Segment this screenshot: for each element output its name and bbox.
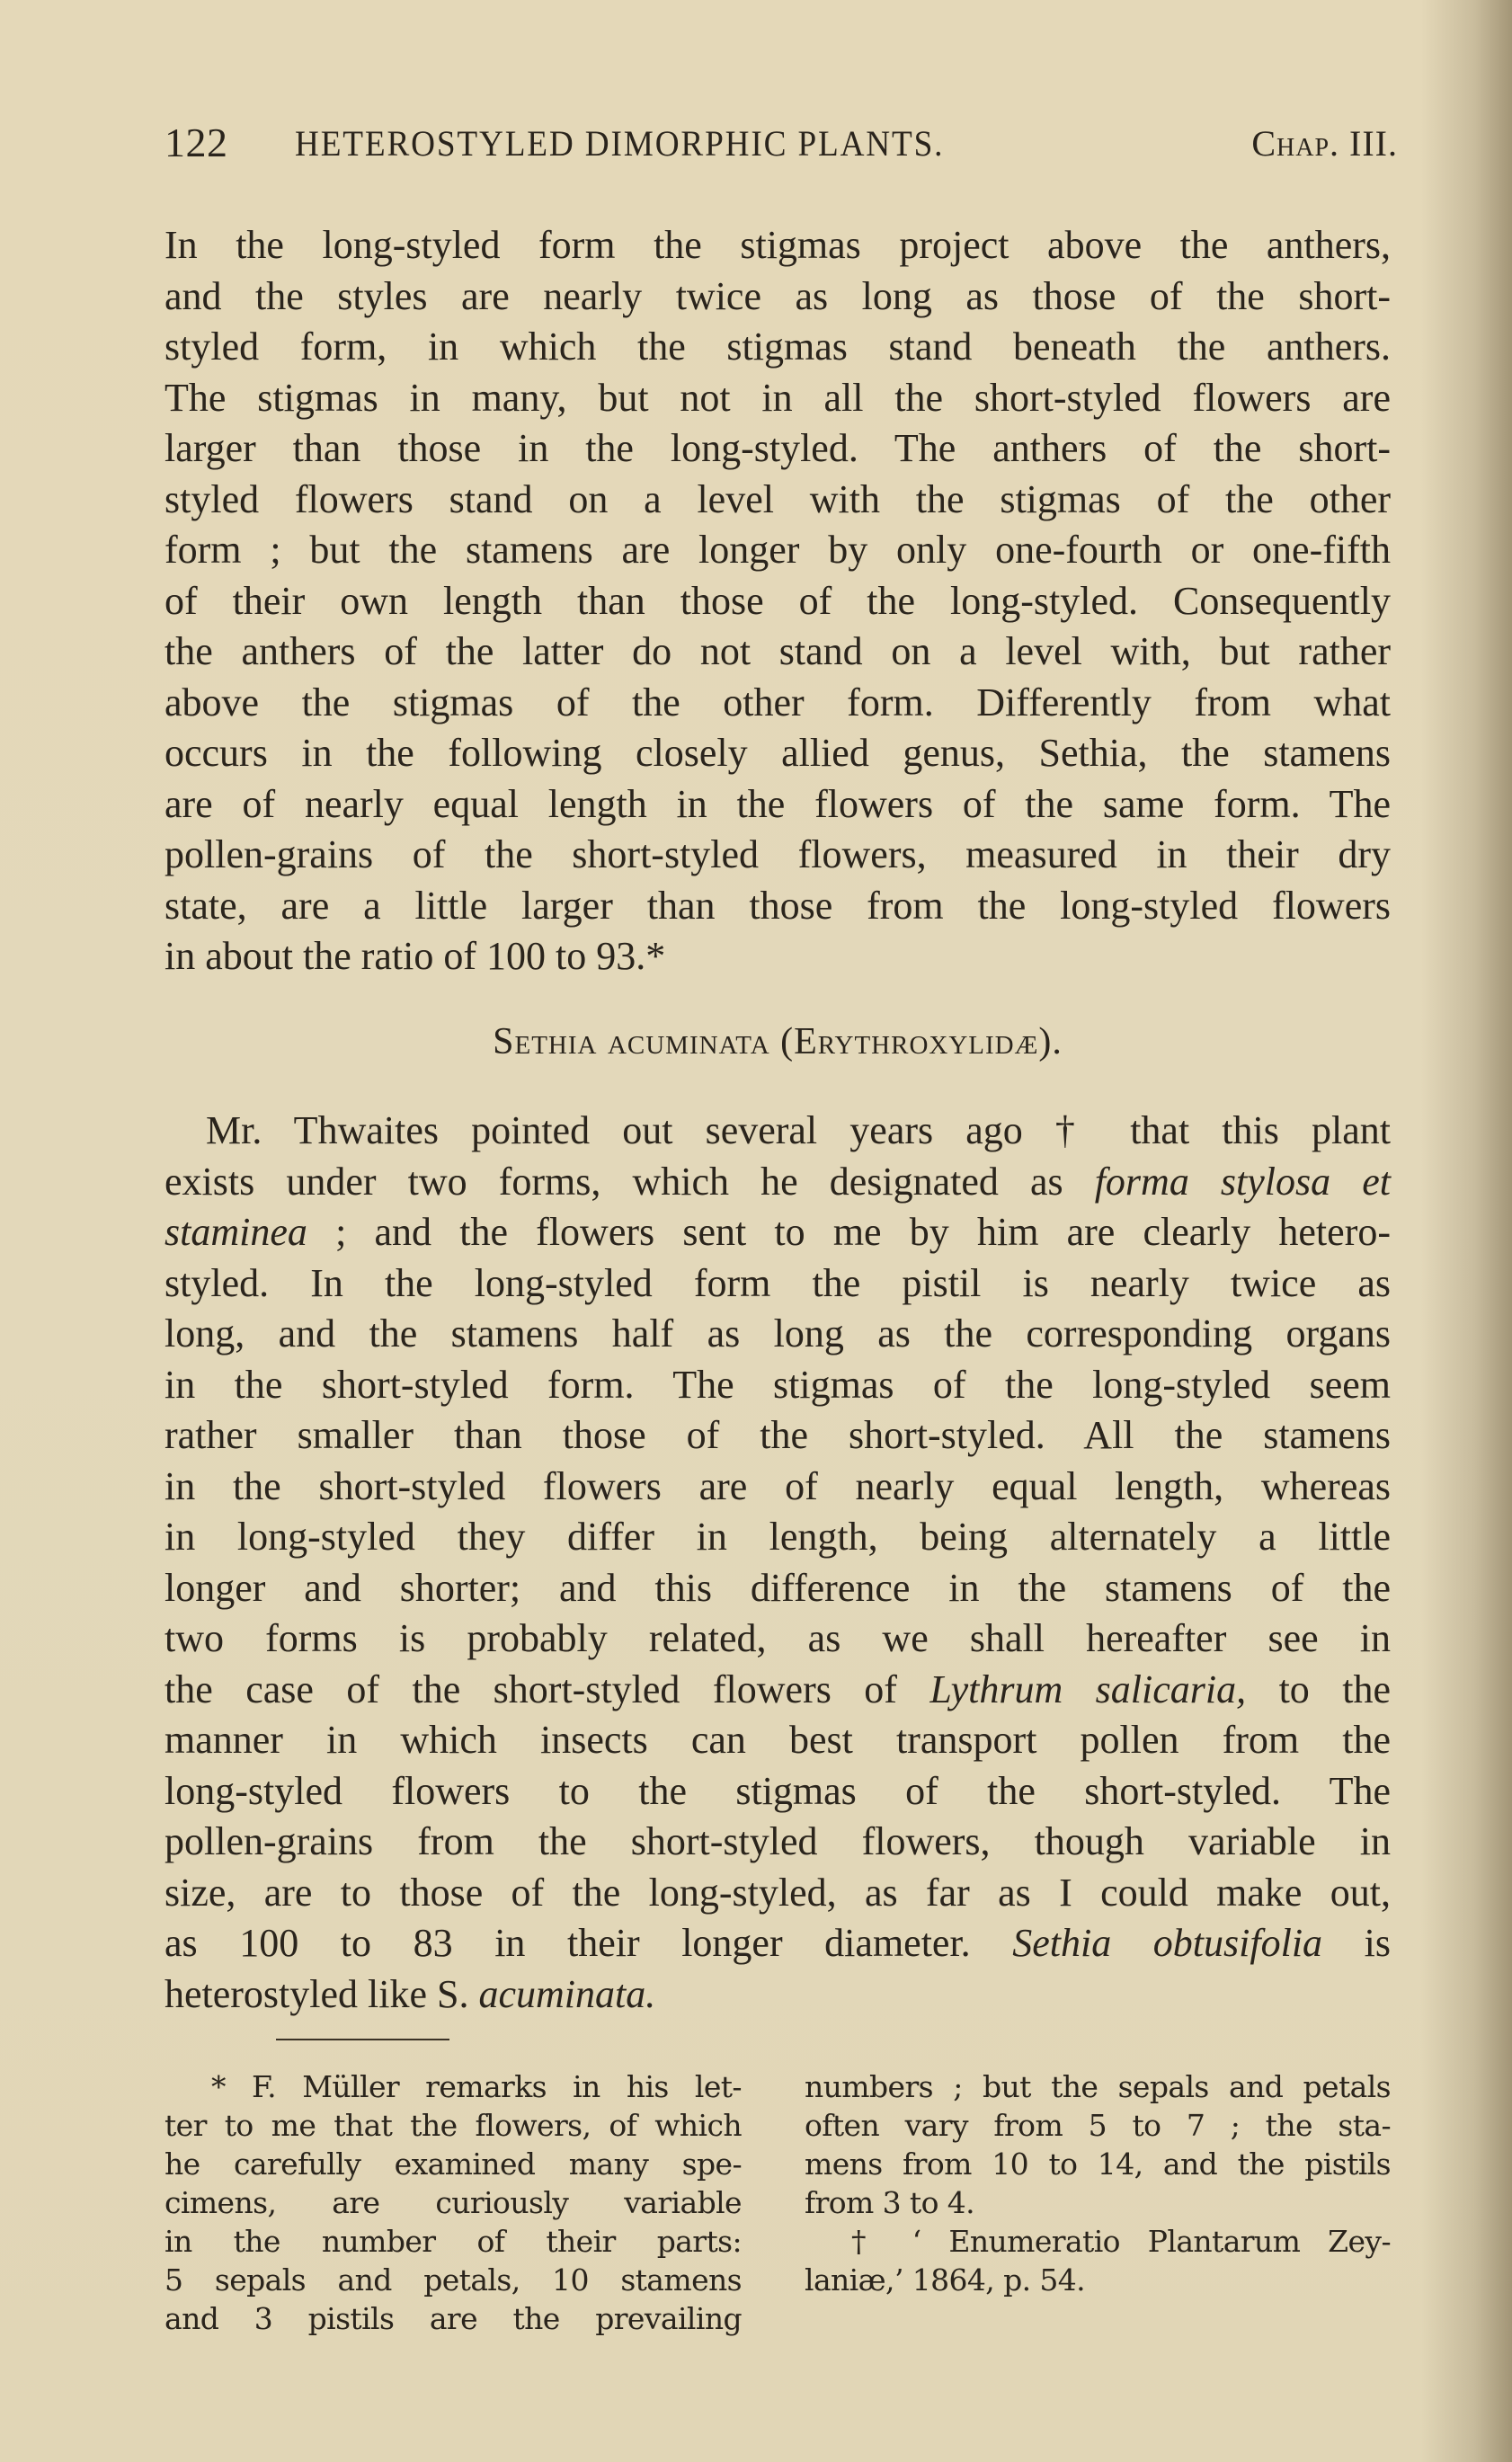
- section-heading: Sethia acuminata (Erythroxylidæ).: [493, 1021, 1063, 1062]
- text-line: long, and the stamens half as long as the corresponding organs: [165, 1311, 1391, 1355]
- footnote-column-right: [805, 2067, 1391, 2299]
- text-line: in the short-styled form. The stigmas of the long-styled seem: [165, 1362, 1391, 1407]
- text-line: in long-styled they differ in length, being alternately a little: [165, 1515, 1391, 1559]
- italic-term: Sethia obtusifolia: [1012, 1921, 1323, 1965]
- text-line: in the short-styled flowers are of nearly equal length, whereas: [165, 1463, 1391, 1508]
- footnote-line: often vary from 5 to 7 ; the sta-: [805, 2108, 1391, 2143]
- running-head: [165, 119, 1398, 173]
- italic-term: Lythrum salicaria,: [929, 1667, 1247, 1711]
- footnote-line: in the number of their parts:: [165, 2224, 742, 2259]
- italic-term: staminea: [165, 1210, 307, 1254]
- text-line: and the styles are nearly twice as long as those of the short-: [165, 273, 1391, 318]
- footnote-line: * F. Müller remarks in his let-: [211, 2069, 742, 2104]
- footnote-column-left: [165, 2067, 742, 2338]
- footnote-divider: [276, 2039, 449, 2040]
- text-line: [165, 1157, 1391, 1208]
- italic-term: acuminata.: [478, 1971, 656, 2016]
- text-line: [165, 1207, 1391, 1258]
- text-line: larger than those in the long-styled. The anthers of the short-: [165, 426, 1391, 470]
- footnote-line: numbers ; but the sepals and petals: [805, 2069, 1391, 2104]
- text-span: to the: [1246, 1667, 1392, 1711]
- footnote-line: he carefully examined many spe-: [165, 2146, 742, 2182]
- text-line: rather smaller than those of the short-styled. All the stamens: [165, 1413, 1391, 1457]
- text-line: styled flowers stand on a level with the stigmas of the other: [165, 476, 1391, 521]
- text-span: ; and the flowers sent to me by him are clearly hetero-: [307, 1210, 1391, 1254]
- text-line: occurs in the following closely allied genus, Sethia, the stamens: [165, 731, 1391, 775]
- text-line: above the stigmas of the other form. Differently from what: [165, 680, 1391, 724]
- text-line: two forms is probably related, as we shall hereafter see in: [165, 1616, 1391, 1660]
- text-line: longer and shorter; and this difference in the stamens of the: [165, 1565, 1391, 1610]
- text-line: pollen-grains from the short-styled flowers, though variable in: [165, 1819, 1391, 1863]
- text-line: manner in which insects can best transport pollen from the: [165, 1718, 1391, 1762]
- text-line: Mr. Thwaites pointed out several years ago † that this plant: [206, 1108, 1391, 1152]
- text-line: size, are to those of the long-styled, as far as I could make out,: [165, 1870, 1391, 1915]
- text-span: as 100 to 83 in their longer diameter.: [165, 1921, 1013, 1965]
- text-line: In the long-styled form the stigmas project above the anthers,: [165, 223, 1391, 267]
- text-line: the anthers of the latter do not stand on a level with, but rather: [165, 629, 1391, 673]
- text-line: state, are a little larger than those from the long-styled flowers: [165, 883, 1391, 928]
- text-span: exists under two forms, which he designated as: [165, 1159, 1095, 1204]
- text-line: pollen-grains of the short-styled flowers, measured in their dry: [165, 832, 1391, 876]
- text-line: in about the ratio of 100 to 93.*: [165, 934, 666, 978]
- dagger-footnote-line: † ‘ Enumeratio Plantarum Zey-: [851, 2224, 1391, 2259]
- italic-term: forma stylosa et: [1094, 1159, 1391, 1204]
- text-span: S.: [437, 1971, 479, 2016]
- running-title: HETEROSTYLED DIMORPHIC PLANTS.: [295, 123, 945, 164]
- footnote-line: ter to me that the flowers, of which: [165, 2108, 742, 2143]
- text-line: [165, 1969, 1391, 2021]
- text-line: The stigmas in many, but not in all the short-styled flowers are: [165, 375, 1391, 420]
- paragraph-2: [165, 1106, 1391, 2020]
- text-line: [165, 1665, 1391, 1716]
- paragraph-1: [165, 220, 1391, 982]
- text-span: the case of the short-styled flowers of: [165, 1667, 930, 1711]
- text-line: form ; but the stamens are longer by only one-fourth or one-fifth: [165, 528, 1391, 572]
- text-span: heterostyled like: [165, 1971, 438, 2016]
- footnote-line: cimens, are curiously variable: [165, 2185, 742, 2220]
- footnote-line: and 3 pistils are the prevailing: [165, 2301, 742, 2336]
- text-line: are of nearly equal length in the flowers of the same form. The: [165, 781, 1391, 826]
- text-line: styled. In the long-styled form the pistil is nearly twice as: [165, 1260, 1391, 1305]
- footnote-line: 5 sepals and petals, 10 stamens: [165, 2262, 742, 2298]
- dagger-footnote-line: laniæ,’ 1864, p. 54.: [805, 2262, 1086, 2298]
- text-line: [165, 1918, 1391, 1969]
- text-span: is: [1322, 1921, 1391, 1965]
- page-number: 122: [165, 120, 228, 165]
- text-line: styled form, in which the stigmas stand beneath the anthers.: [165, 324, 1391, 369]
- footnote-line: mens from 10 to 14, and the pistils: [805, 2146, 1391, 2182]
- text-line: of their own length than those of the long-styled. Consequently: [165, 578, 1391, 623]
- chapter-label: Chap. III.: [1251, 123, 1398, 164]
- text-line: long-styled flowers to the stigmas of the short-styled. The: [165, 1768, 1391, 1813]
- footnote-line: from 3 to 4.: [805, 2185, 975, 2220]
